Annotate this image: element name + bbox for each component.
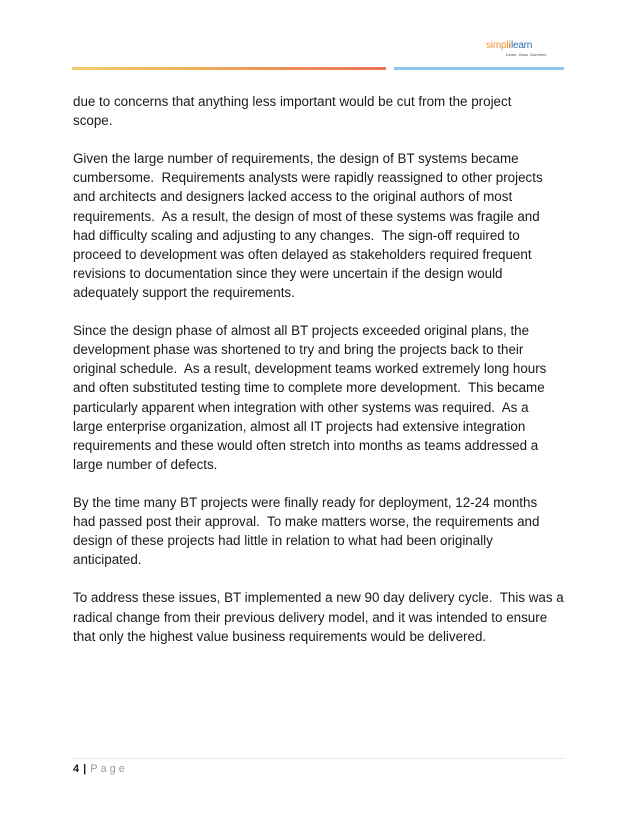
text-line: Given the large number of requirements, the design of BT systems became — [73, 151, 519, 167]
logo-wordmark: simplilearn — [486, 40, 533, 51]
text-line: original schedule. As a result, development teams worked extremely long hours — [73, 361, 547, 377]
paragraph — [73, 92, 569, 130]
text-line: and often substituted testing time to complete more development. This became — [73, 380, 545, 396]
header-rule-blue — [394, 67, 564, 70]
text-line: had passed post their approval. To make matters worse, the requirements and — [73, 514, 540, 530]
document-body — [73, 92, 569, 665]
text-line: radical change from their previous delivery model, and it was intended to ensure — [73, 609, 548, 625]
text-line: Since the design phase of almost all BT projects exceeded original plans, the — [73, 323, 530, 339]
text-line: scope. — [73, 113, 113, 129]
page-label: Page — [90, 763, 128, 775]
text-line: development phase was shortened to try and bring the projects back to their — [73, 342, 524, 358]
paragraph — [73, 493, 569, 569]
text-line: requirements and these would often stretch into months as teams addressed a — [73, 437, 539, 453]
text-line: due to concerns that anything less important would be cut from the project — [73, 94, 512, 109]
paragraph — [73, 321, 569, 474]
text-line: adequately support the requirements. — [73, 284, 295, 300]
paragraph — [73, 149, 569, 302]
text-line: had difficulty scaling and adjusting to any changes. The sign-off required to — [73, 227, 520, 243]
footer-rule — [72, 758, 564, 759]
text-line: requirements. As a result, the design of most of these systems was fragile and — [73, 208, 540, 224]
text-line: that only the highest value business requirements would be delivered. — [73, 628, 487, 644]
text-line: cumbersome. Requirements analysts were rapidly reassigned to other projects — [73, 170, 543, 186]
paragraph — [73, 588, 569, 645]
text-line: large number of defects. — [73, 456, 218, 472]
text-line: By the time many BT projects were finally ready for deployment, 12-24 months — [73, 494, 538, 510]
text-line: particularly apparent when integration with other systems was required. As a — [73, 399, 529, 415]
header-rule-warm — [72, 67, 386, 70]
page-footer — [73, 763, 128, 775]
page-number: 4 — [73, 763, 80, 775]
text-line: and architects and designers lacked access to the original authors of most — [73, 189, 513, 205]
text-line: revisions to documentation since they were uncertain if the design would — [73, 265, 503, 281]
logo-tagline: Learn. Grow. Succeed. — [506, 52, 547, 57]
text-line: To address these issues, BT implemented a new 90 day delivery cycle. This was a — [73, 590, 564, 606]
text-line: design of these projects had little in relation to what had been originally — [73, 533, 493, 549]
text-line: anticipated. — [73, 552, 142, 568]
text-line: large enterprise organization, almost all IT projects had extensive integration — [73, 418, 526, 434]
footer-separator: | — [83, 763, 87, 775]
simplilearn-logo — [486, 40, 556, 62]
text-line: proceed to development was often delayed as stakeholders required frequent — [73, 246, 532, 262]
